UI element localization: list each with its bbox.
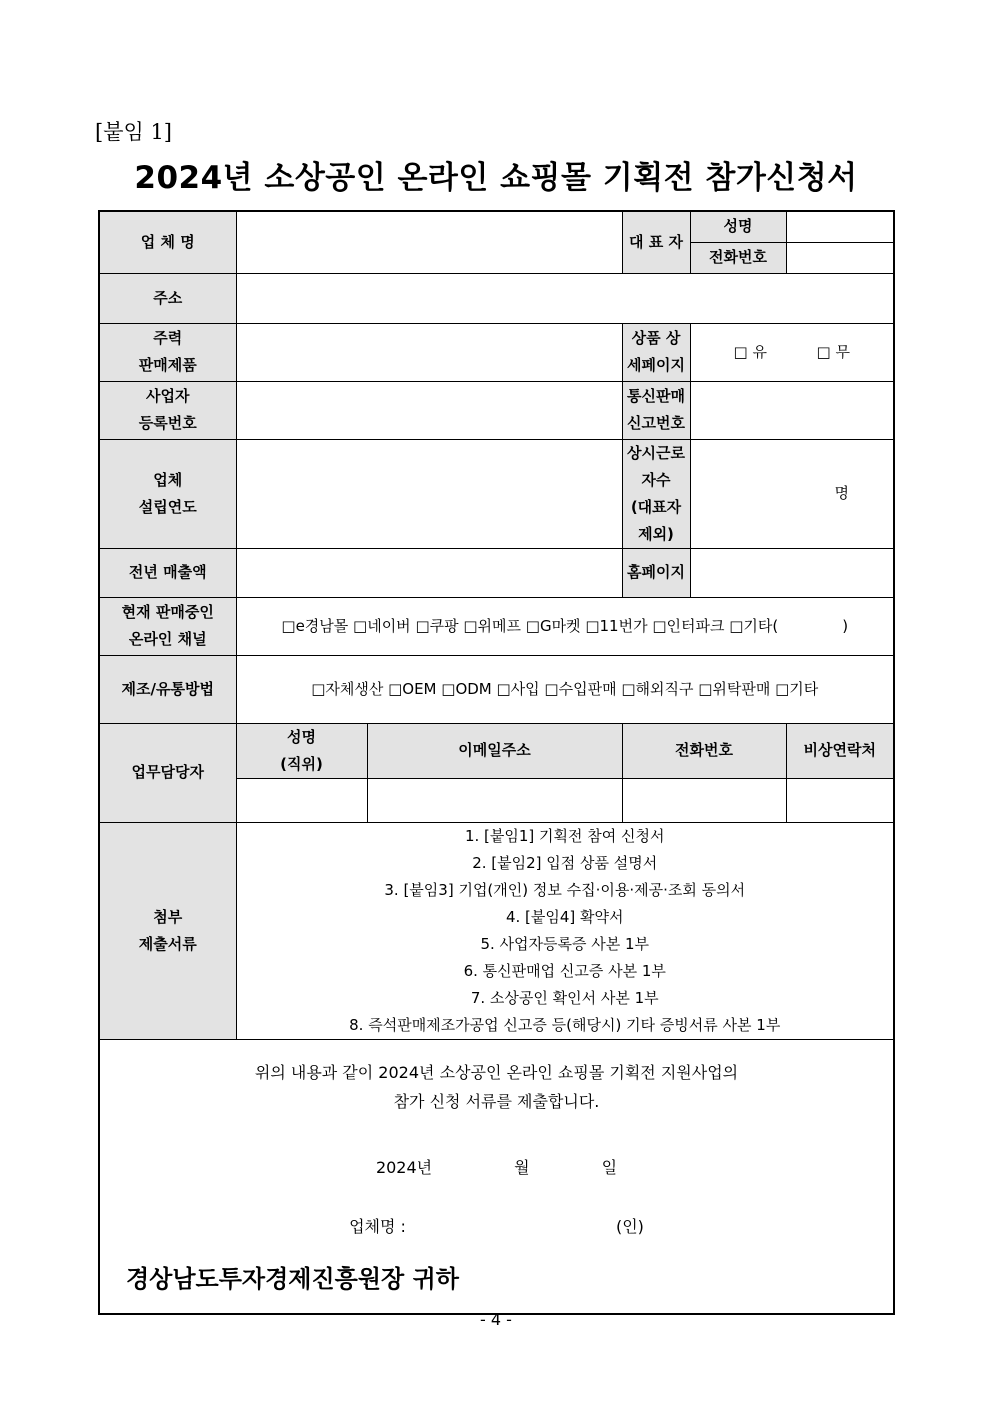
channel-options-text: □e경남몰 □네이버 □쿠팡 □위메프 □G마켓 □11번가 □인터파크 □기타(	[281, 616, 779, 635]
homepage-label: 홈페이지	[622, 548, 690, 597]
doc-item: 5. 사업자등록증 사본 1부	[480, 934, 650, 953]
detail-no-checkbox[interactable]: □ 무	[816, 342, 850, 361]
docs-label-1: 첨부	[153, 907, 183, 926]
channel-options[interactable]	[236, 597, 894, 655]
form-title: 2024년 소상공인 온라인 쇼핑몰 기획전 참가신청서	[134, 160, 858, 196]
workers-label	[622, 439, 690, 548]
bizno-label	[99, 381, 236, 439]
contact-email-field[interactable]	[367, 778, 622, 822]
representative-label: 대 표 자	[622, 211, 690, 273]
date-year: 2024년	[375, 1157, 433, 1177]
doc-item: 1. [붙임1] 기획전 참여 신청서	[464, 826, 665, 845]
main-product-label	[99, 323, 236, 381]
contact-name-field[interactable]	[236, 778, 367, 822]
workers-unit: 명	[834, 484, 849, 502]
company-sign-label: 업체명 :	[349, 1216, 406, 1236]
attachment-label: [붙임 1]	[95, 120, 172, 144]
workers-field[interactable]	[690, 439, 894, 548]
contact-phone-header: 전화번호	[622, 723, 786, 778]
sales-field[interactable]	[236, 548, 622, 597]
channel-close-paren: )	[842, 616, 849, 635]
rep-phone-label: 전화번호	[690, 242, 786, 273]
doc-item: 8. 즉석판매제조가공업 신고증 등(해당시) 기타 증빙서류 사본 1부	[349, 1015, 781, 1034]
doc-item: 7. 소상공인 확인서 사본 1부	[470, 988, 659, 1007]
workers-label-1: 상시근로자수	[627, 443, 685, 489]
seal-mark: (인)	[615, 1216, 644, 1236]
signature-line	[104, 1213, 889, 1240]
closing-line-2: 참가 신청 서류를 제출합니다.	[393, 1091, 600, 1111]
workers-label-2: (대표자 제외)	[630, 497, 682, 543]
founded-label-1: 업체	[153, 470, 183, 489]
date-day: 일	[601, 1157, 618, 1177]
rep-name-field[interactable]	[786, 211, 894, 242]
closing-line-1: 위의 내용과 같이 2024년 소상공인 온라인 쇼핑몰 기획전 지원사업의	[254, 1062, 739, 1082]
homepage-field[interactable]	[690, 548, 894, 597]
contact-name-header-2: (직위)	[280, 754, 323, 773]
closing-section	[99, 1039, 894, 1314]
founded-field[interactable]	[236, 439, 622, 548]
bizno-label-2: 등록번호	[138, 414, 197, 432]
detail-page-options	[690, 323, 894, 381]
application-form-table	[98, 210, 895, 1315]
method-options[interactable]: □자체생산 □OEM □ODM □사입 □수입판매 □해외직구 □위탁판매 □기타	[236, 655, 894, 723]
channel-label	[99, 597, 236, 655]
contact-label: 업무담당자	[99, 723, 236, 822]
contact-emergency-header: 비상연락처	[786, 723, 894, 778]
doc-item: 4. [붙임4] 확약서	[505, 907, 624, 926]
recipient: 경상남도투자경제진흥원장 귀하	[126, 1264, 459, 1293]
contact-name-header-1: 성명	[287, 727, 316, 746]
contact-phone-field[interactable]	[622, 778, 786, 822]
main-product-label-1: 주력	[153, 329, 183, 347]
company-name-field[interactable]	[236, 211, 622, 273]
date-line	[104, 1154, 889, 1181]
docs-label	[99, 822, 236, 1039]
mailorder-label	[622, 381, 690, 439]
contact-emergency-field[interactable]	[786, 778, 894, 822]
address-label: 주소	[99, 273, 236, 323]
page-number: - 4 -	[480, 1310, 512, 1329]
bizno-label-1: 사업자	[146, 387, 190, 405]
founded-label	[99, 439, 236, 548]
sales-label: 전년 매출액	[99, 548, 236, 597]
main-product-label-2: 판매제품	[138, 356, 197, 374]
channel-label-1: 현재 판매중인	[121, 603, 214, 621]
method-label: 제조/유통방법	[99, 655, 236, 723]
address-field[interactable]	[236, 273, 894, 323]
mailorder-label-2: 신고번호	[627, 414, 685, 432]
founded-label-2: 설립연도	[138, 497, 197, 516]
mailorder-field[interactable]	[690, 381, 894, 439]
doc-item: 2. [붙임2] 입점 상품 설명서	[472, 853, 658, 872]
docs-label-2: 제출서류	[138, 934, 197, 953]
contact-name-header	[236, 723, 367, 778]
doc-item: 3. [붙임3] 기업(개인) 정보 수집·이용·제공·조회 동의서	[384, 880, 746, 899]
docs-list	[236, 822, 894, 1039]
company-name-label: 업 체 명	[99, 211, 236, 273]
rep-name-label: 성명	[690, 211, 786, 242]
detail-yes-checkbox[interactable]: □ 유	[733, 342, 767, 361]
channel-label-2: 온라인 채널	[128, 630, 207, 648]
date-month: 월	[514, 1157, 530, 1177]
rep-phone-field[interactable]	[786, 242, 894, 273]
detail-page-label: 상품 상세페이지	[622, 323, 690, 381]
main-product-field[interactable]	[236, 323, 622, 381]
bizno-field[interactable]	[236, 381, 622, 439]
contact-email-header: 이메일주소	[367, 723, 622, 778]
doc-item: 6. 통신판매업 신고증 사본 1부	[463, 961, 666, 980]
mailorder-label-1: 통신판매	[627, 387, 685, 405]
